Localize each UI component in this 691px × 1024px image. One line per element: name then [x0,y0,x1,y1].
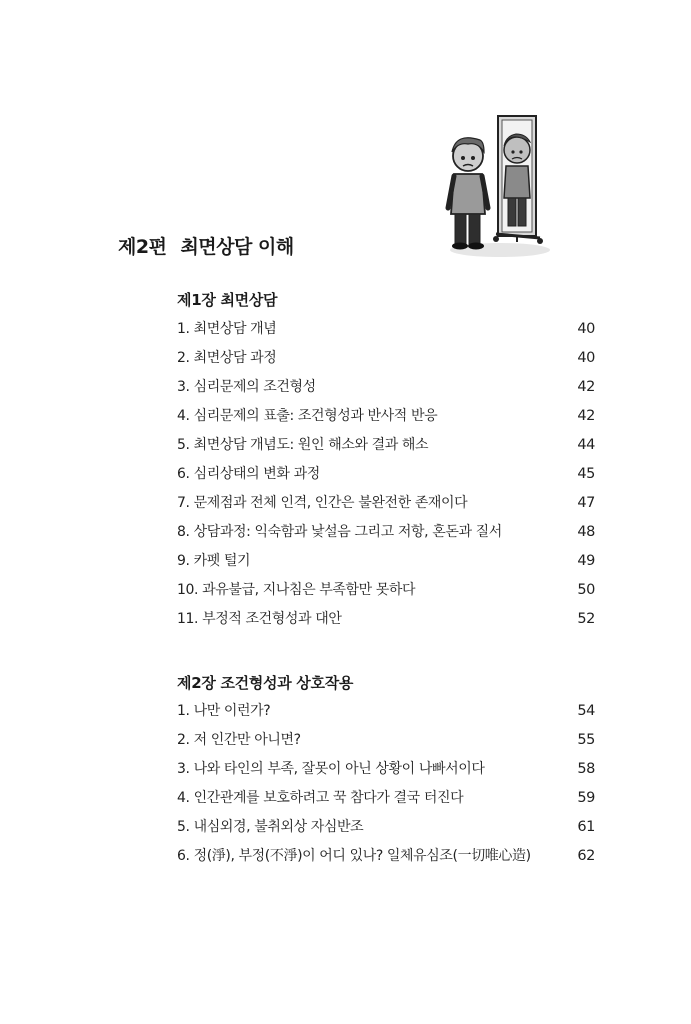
toc-entry-page: 47 [577,495,595,511]
toc-entry-label: 6. 심리상태의 변화 과정 [177,466,320,482]
toc-entry-label: 9. 카펫 털기 [177,553,251,569]
chapter-title: 제2장 조건형성과 상호작용 [177,674,354,692]
part-name: 최면상담 이해 [180,236,294,258]
toc-entry-page: 61 [577,819,595,835]
toc-entry[interactable] [177,376,595,405]
toc-entry[interactable] [177,434,595,463]
toc-entry[interactable] [177,318,595,347]
toc-entry[interactable] [177,347,595,376]
part-title [118,232,294,259]
toc-entry-label: 2. 저 인간만 아니면? [177,732,301,748]
toc-entry-page: 42 [577,379,595,395]
part-number: 제2편 [118,236,167,258]
toc-entry-page: 52 [577,611,595,627]
toc-entry-page: 44 [577,437,595,453]
toc-entry-label: 7. 문제점과 전체 인격, 인간은 불완전한 존재이다 [177,495,468,511]
toc-entry[interactable] [177,405,595,434]
toc-entry-page: 40 [577,350,595,366]
toc-entry[interactable] [177,579,595,608]
toc-entry-label: 4. 심리문제의 표출: 조건형성과 반사적 반응 [177,408,438,424]
toc-entry[interactable] [177,492,595,521]
toc-entry[interactable] [177,608,595,637]
toc-entry-label: 6. 정(淨), 부정(不淨)이 어디 있나? 일체유심조(一切唯心造) [177,848,531,864]
chapter-title: 제1장 최면상담 [177,291,278,309]
toc-entry[interactable] [177,787,595,816]
toc-entry-label: 3. 심리문제의 조건형성 [177,379,316,395]
toc-entry[interactable] [177,845,595,874]
toc-entry[interactable] [177,700,595,729]
toc-entry[interactable] [177,816,595,845]
chapter-1-entries [177,318,595,637]
toc-entry-label: 1. 최면상담 개념 [177,321,277,337]
toc-entry-page: 55 [577,732,595,748]
toc-entry-label: 10. 과유불급, 지나침은 부족함만 못하다 [177,582,416,598]
toc-entry-page: 50 [577,582,595,598]
toc-entry-label: 3. 나와 타인의 부족, 잘못이 아닌 상황이 나빠서이다 [177,761,485,777]
chapter-2-entries [177,700,595,874]
toc-entry-label: 1. 나만 이런가? [177,703,271,719]
toc-entry-page: 58 [577,761,595,777]
toc-entry-page: 42 [577,408,595,424]
toc-entry-page: 45 [577,466,595,482]
toc-entry[interactable] [177,463,595,492]
boy-mirror-illustration [440,112,552,262]
toc-entry[interactable] [177,729,595,758]
toc-entry-page: 40 [577,321,595,337]
toc-entry-label: 8. 상담과정: 익숙함과 낯설음 그리고 저항, 혼돈과 질서 [177,524,502,540]
toc-entry-label: 5. 최면상담 개념도: 원인 해소와 결과 해소 [177,437,429,453]
toc-entry-page: 49 [577,553,595,569]
toc-entry-label: 5. 내심외경, 불취외상 자심반조 [177,819,364,835]
toc-entry[interactable] [177,550,595,579]
toc-entry[interactable] [177,758,595,787]
toc-entry-label: 4. 인간관계를 보호하려고 꾹 참다가 결국 터진다 [177,790,464,806]
toc-entry-page: 54 [577,703,595,719]
toc-entry-label: 2. 최면상담 과정 [177,350,277,366]
toc-entry-page: 48 [577,524,595,540]
toc-entry-page: 59 [577,790,595,806]
toc-entry[interactable] [177,521,595,550]
toc-entry-label: 11. 부정적 조건형성과 대안 [177,611,342,627]
toc-entry-page: 62 [577,848,595,864]
